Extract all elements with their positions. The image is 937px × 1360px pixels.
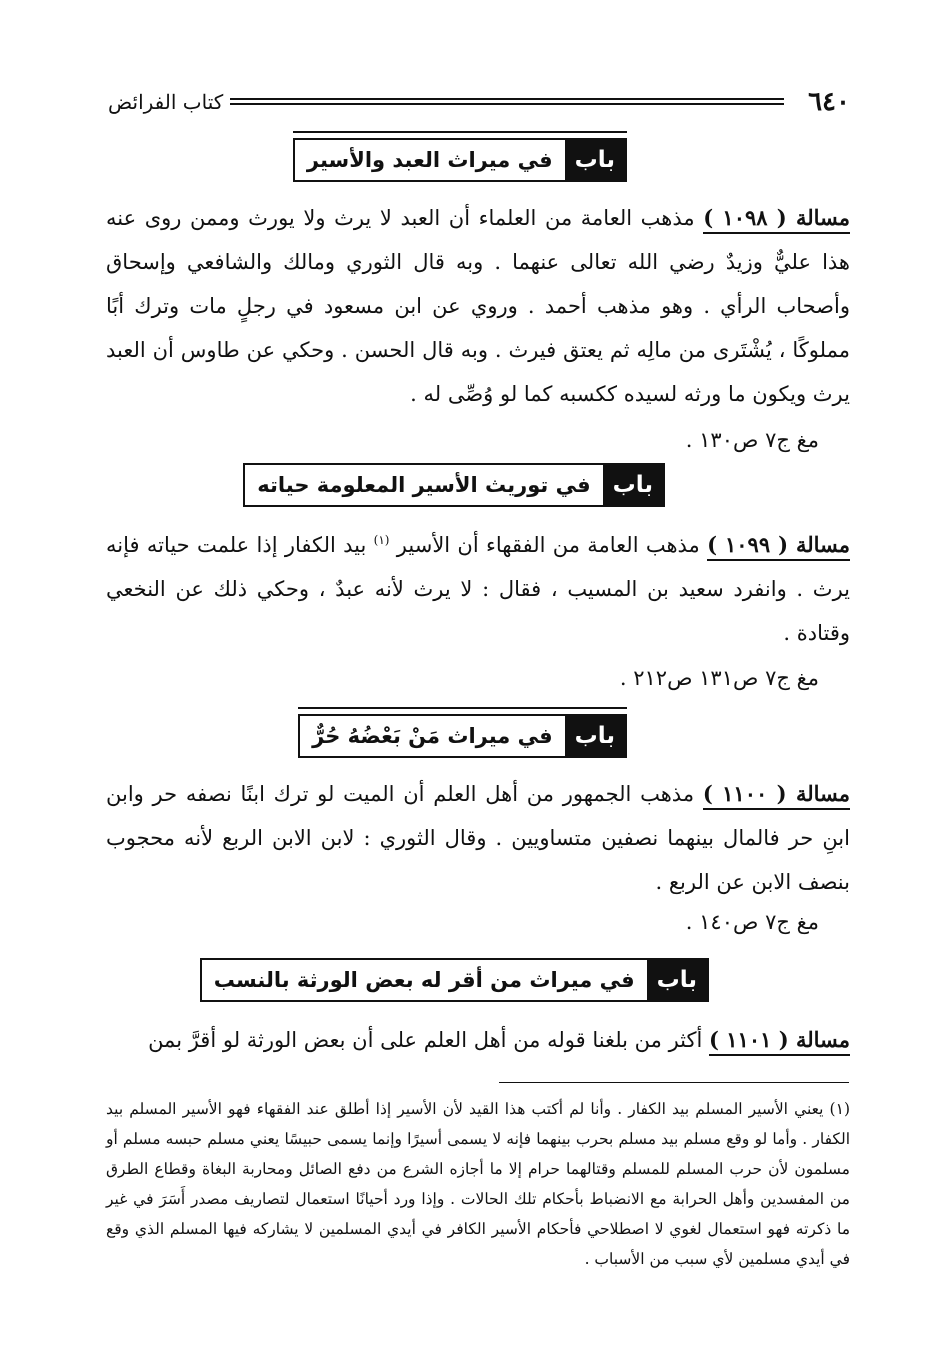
issue-text: أكثر من بلغنا قوله من أهل العلم على أن بعض الورثة لو أقرَّ بمن <box>148 1028 703 1052</box>
chapter-label: باب <box>647 960 707 1000</box>
chapter-label: باب <box>565 716 625 756</box>
footnote-reference[interactable]: (١) <box>373 533 390 547</box>
issue-text-continued: بيد الكفار إذا علمت حياته فإنه يرث . وانفرد سعيد بن المسيب ، فقال : لا يرث لأنه عبدٌ ، وحكي ذلك عن النخعي وقتادة . <box>106 533 850 645</box>
issue-text: مذهب العامة من الفقهاء أن الأسير <box>396 533 700 557</box>
issue-paragraph <box>106 1018 850 1062</box>
chapter-title: في توريث الأسير المعلومة حياته <box>257 473 591 497</box>
chapter-heading <box>298 714 627 758</box>
running-head <box>108 84 850 120</box>
issue-label: مسالة ( ١٠٩٩ ) <box>707 532 850 561</box>
chapter-title: في ميراث العبد والأسير <box>306 148 553 172</box>
book-title: كتاب الفرائض <box>108 90 224 114</box>
chapter-title: في ميراث مَنْ بَعْضُهُ حُرٌّ <box>312 724 553 748</box>
chapter-title: في ميراث من أقر له بعض الورثة بالنسب <box>213 968 635 992</box>
issue-label: مسالة ( ١١٠٠ ) <box>703 781 850 810</box>
source-reference: مغ ج٧ ص١٣٠ . <box>685 428 819 452</box>
source-reference: مغ ج٧ ص١٤٠ . <box>685 910 819 934</box>
footnote: (١) يعني الأسير المسلم بيد الكفار . وأنا لم أكتب هذا القيد لأن الأسير إذا أطلق عند الفقهاء فهو الأسير المسلم بيد الكفار . وأما لو وقع مسلم بيد مسلم بحرب بينهما فإنه لا يسمى أسيرًا وإنما يسمى حبيسًا يعني مسلم حبسه مسلم أو مسلمون لأن حرب المسلم للمسلم وقتالهما حرام إلا ما أجازه الشرع من دفع الصائل ومحاربة البغاة وقطاع الطرق من المفسدين وأهل الحرابة مع الانضباط بأحكام تلك الحالات . وإذا ورد أحيانًا استعمال لتصاريف مصدر أَسَرَ في غير ما ذكرته فهو استعمال لغوي لا اصطلاحي فأحكام الأسير الكافر في أيدي المسلمين لا يشاركه فيها المسلم الذي وقع في أيدي مسلمين لأي سبب من الأسباب . <box>106 1100 850 1268</box>
chapter-heading <box>200 958 709 1002</box>
issue-paragraph <box>106 518 850 655</box>
chapter-heading <box>243 463 665 507</box>
header-rule <box>230 98 784 105</box>
issue-label: مسالة ( ١١٠١ ) <box>709 1027 850 1056</box>
issue-text: مذهب العامة من العلماء أن العبد لا يرث ولا يورث وممن روى عنه هذا عليٌّ وزيدٌ رضي الله تعالى عنهما . وبه قال الثوري ومالك والشافعي وإسحاق وأصحاب الرأي . وهو مذهب أحمد . وروي عن ابن مسعود في رجلٍ مات وترك أبًا مملوكًا ، يُشْتَرى من مالِه ثم يعتق فيرث . وبه قال الحسن . وحكي عن طاوس أن العبد يرث ويكون ما ورثه لسيده ككسبه كما لو وُصِّى له . <box>106 206 850 406</box>
chapter-heading <box>293 138 627 182</box>
page-number: ٦٤٠ <box>808 87 850 117</box>
footnote-rule <box>499 1082 849 1083</box>
chapter-label: باب <box>565 140 625 180</box>
chapter-label: باب <box>603 465 663 505</box>
issue-paragraph <box>106 196 850 416</box>
issue-text: مذهب الجمهور من أهل العلم أن الميت لو ترك ابنًا نصفه حر وابن ابنِ حر فالمال بينهما نصفين متساويين . وقال الثوري : لابن الابن الربع لأنه محجوب بنصف الابن عن الربع . <box>106 782 850 894</box>
issue-paragraph <box>106 772 850 904</box>
source-reference: مغ ج٧ ص١٣١ ص٢١٢ . <box>619 666 819 690</box>
issue-label: مسالة ( ١٠٩٨ ) <box>703 205 850 234</box>
